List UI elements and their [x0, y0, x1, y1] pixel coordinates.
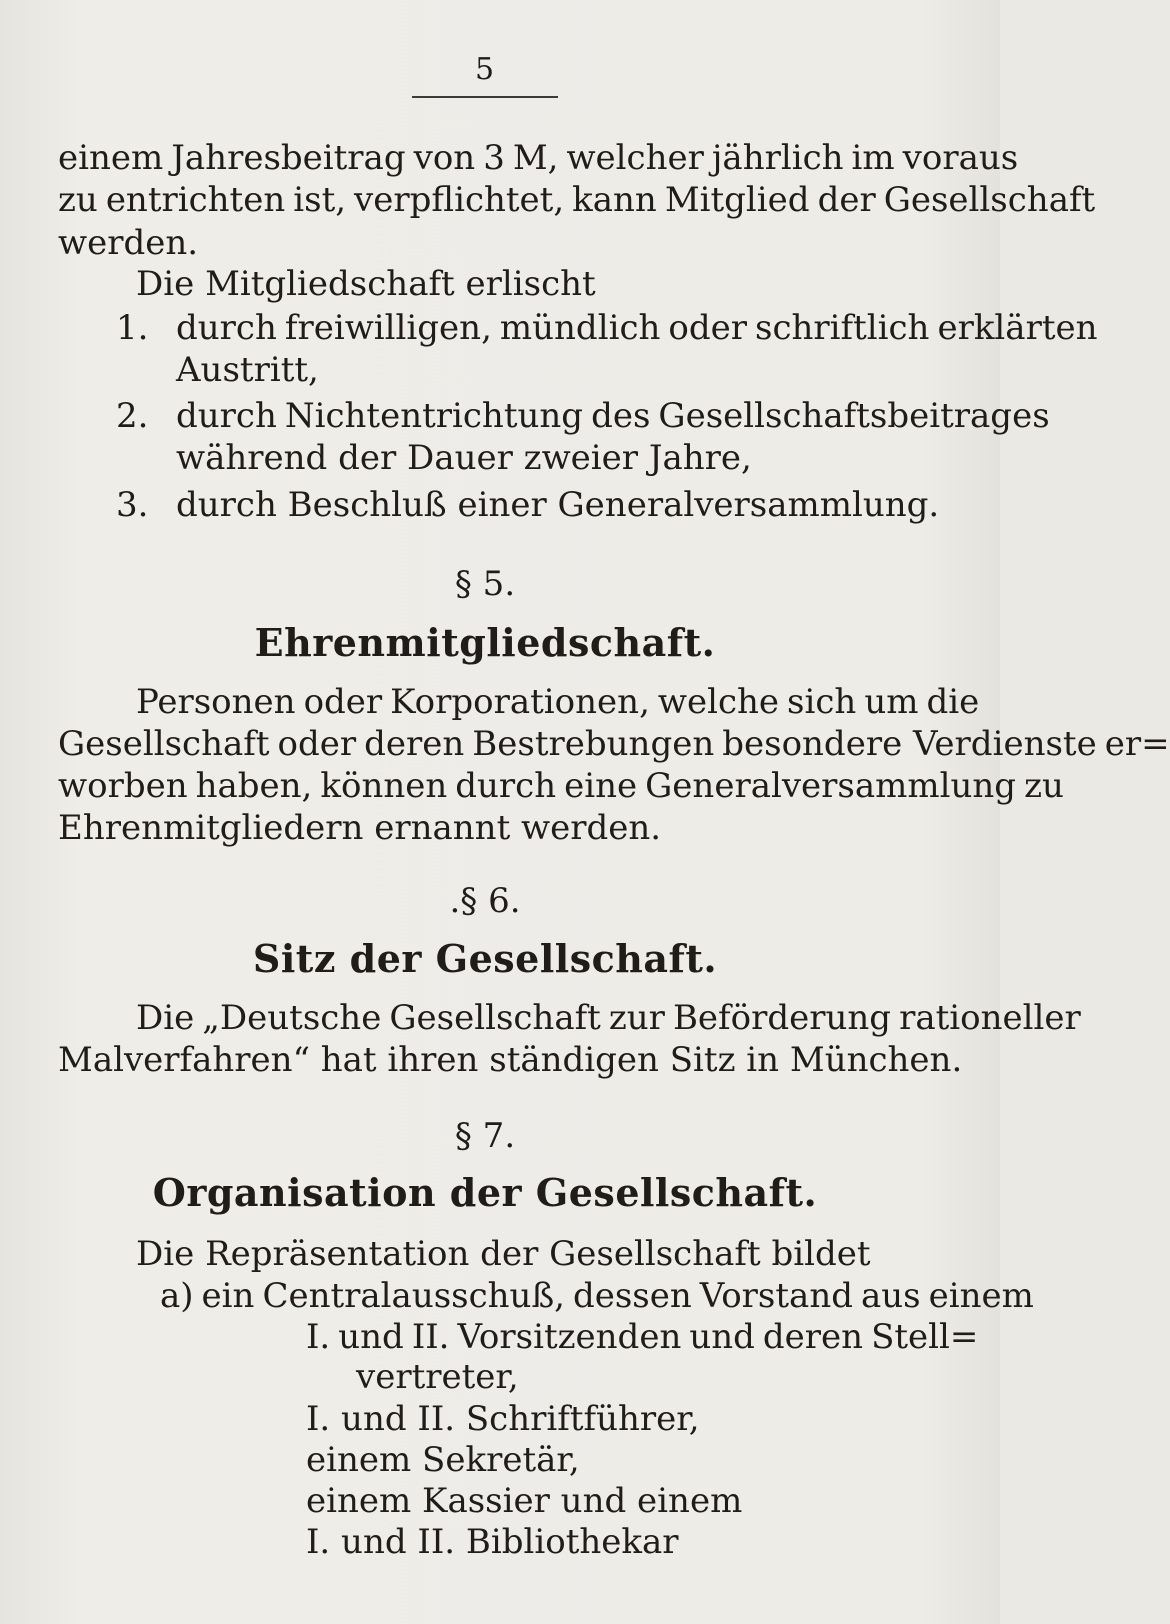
section-7-number: § 7. — [454, 1116, 516, 1156]
word: freiwilligen, — [284, 308, 492, 348]
word: Nichtentrichtung — [284, 396, 584, 436]
section-7-sub-line-6: I. und II. Bibliothekar — [306, 1522, 679, 1562]
word: aus — [860, 1276, 921, 1316]
word: Centralausschuß, — [262, 1276, 565, 1316]
word: durch — [176, 396, 277, 436]
word: welcher — [566, 138, 704, 178]
word: Jahresbeitrag — [171, 138, 406, 178]
intro-line-2 — [58, 180, 1096, 220]
word: zu — [1024, 766, 1064, 806]
word: Mitglied — [664, 180, 810, 220]
word: ein — [201, 1276, 255, 1316]
word: schriftlich — [755, 308, 930, 348]
word: Stell= — [871, 1317, 979, 1357]
list-number: 3. — [116, 485, 149, 525]
word: können — [320, 766, 448, 806]
word: Gesellschaftsbeitrages — [658, 396, 1050, 436]
word: der — [817, 180, 876, 220]
intro-line-1 — [58, 138, 1019, 178]
word: von — [413, 138, 476, 178]
section-7-sub-line-3: I. und II. Schriftführer, — [306, 1399, 700, 1439]
word: deren — [762, 1317, 864, 1357]
word: rationeller — [899, 998, 1081, 1038]
word: welche — [657, 682, 780, 722]
word: besondere Verdienste — [722, 724, 1097, 764]
word: die — [926, 682, 980, 722]
word: mündlich — [499, 308, 661, 348]
word: durch — [176, 308, 277, 348]
word: II. — [411, 1317, 450, 1357]
word: a) — [160, 1276, 194, 1316]
word: eine — [564, 766, 638, 806]
word: worben — [58, 766, 188, 806]
section-7-intro: Die Repräsentation der Gesellschaft bildet — [136, 1234, 871, 1274]
word: durch — [455, 766, 557, 806]
section-7-sub-line-2: vertreter, — [356, 1357, 519, 1397]
word: des — [591, 396, 651, 436]
section-7-sub-line-4: einem Sekretär, — [306, 1440, 580, 1480]
word: oder — [668, 308, 747, 348]
membership-item-1-line-1 — [176, 308, 1098, 348]
section-6-title: Sitz der Gesellschaft. — [252, 936, 718, 981]
page-number-rule — [412, 96, 558, 98]
section-7-sub-line-1 — [306, 1317, 979, 1357]
section-7-sub-line-5: einem Kassier und einem — [306, 1481, 743, 1521]
section-5-title: Ehrenmitgliedschaft. — [254, 620, 716, 665]
word: voraus — [902, 138, 1019, 178]
word: 3 — [483, 138, 505, 178]
list-number: 2. — [116, 396, 149, 436]
word: einem — [928, 1276, 1034, 1316]
word: Gesellschaft — [883, 180, 1096, 220]
word: er= — [1104, 724, 1170, 764]
word: verpflichtet, — [354, 180, 565, 220]
word: Personen — [136, 682, 296, 722]
word: und — [338, 1317, 404, 1357]
word: Gesellschaft — [389, 998, 601, 1038]
word: deren — [364, 724, 465, 764]
section-7-item-a — [160, 1276, 1034, 1316]
section-5-line-3 — [58, 766, 1064, 806]
section-5-line-2 — [58, 724, 1170, 764]
word: kann — [572, 180, 657, 220]
word: ist, — [293, 180, 347, 220]
word: einem — [58, 138, 164, 178]
section-5-line-4: Ehrenmitgliedern ernannt werden. — [58, 808, 662, 848]
word: zur — [608, 998, 665, 1038]
word: M, — [512, 138, 559, 178]
page-number: 5 — [474, 52, 496, 87]
section-6-line-2: Malverfahren“ hat ihren ständigen Sitz in München. — [58, 1040, 963, 1080]
word: Beförderung — [672, 998, 892, 1038]
section-6-line-1 — [136, 998, 1081, 1038]
word: I. — [306, 1317, 331, 1357]
word: oder — [277, 724, 357, 764]
section-7-title: Organisation der Gesellschaft. — [152, 1170, 818, 1215]
section-5-line-1 — [136, 682, 980, 722]
word: Gesellschaft — [58, 724, 270, 764]
word: um — [864, 682, 919, 722]
section-5-number: § 5. — [454, 564, 516, 604]
membership-item-2-line-1 — [176, 396, 1050, 436]
word: Korporationen, — [390, 682, 650, 722]
word: Vorstand — [699, 1276, 853, 1316]
list-number: 1. — [116, 308, 149, 348]
word: erklärten — [937, 308, 1098, 348]
word: haben, — [195, 766, 313, 806]
membership-item-3-line-1: durch Beschluß einer Generalversammlung. — [176, 485, 940, 525]
word: sich — [787, 682, 857, 722]
word: zu — [58, 180, 98, 220]
word: im — [851, 138, 895, 178]
word: oder — [303, 682, 383, 722]
intro-line-3: werden. — [58, 223, 199, 263]
word: dessen — [572, 1276, 692, 1316]
membership-item-1-line-2: Austritt, — [176, 350, 319, 390]
word: Bestrebungen — [472, 724, 715, 764]
membership-intro: Die Mitgliedschaft erlischt — [136, 264, 596, 304]
word: Generalversammlung — [645, 766, 1017, 806]
word: Die — [136, 998, 195, 1038]
word: jährlich — [711, 138, 844, 178]
word: „Deutsche — [202, 998, 382, 1038]
section-6-number: .§ 6. — [449, 881, 521, 921]
word: Vorsitzenden — [457, 1317, 682, 1357]
word: entrichten — [105, 180, 286, 220]
membership-item-2-line-2: während der Dauer zweier Jahre, — [176, 438, 752, 478]
word: und — [689, 1317, 755, 1357]
